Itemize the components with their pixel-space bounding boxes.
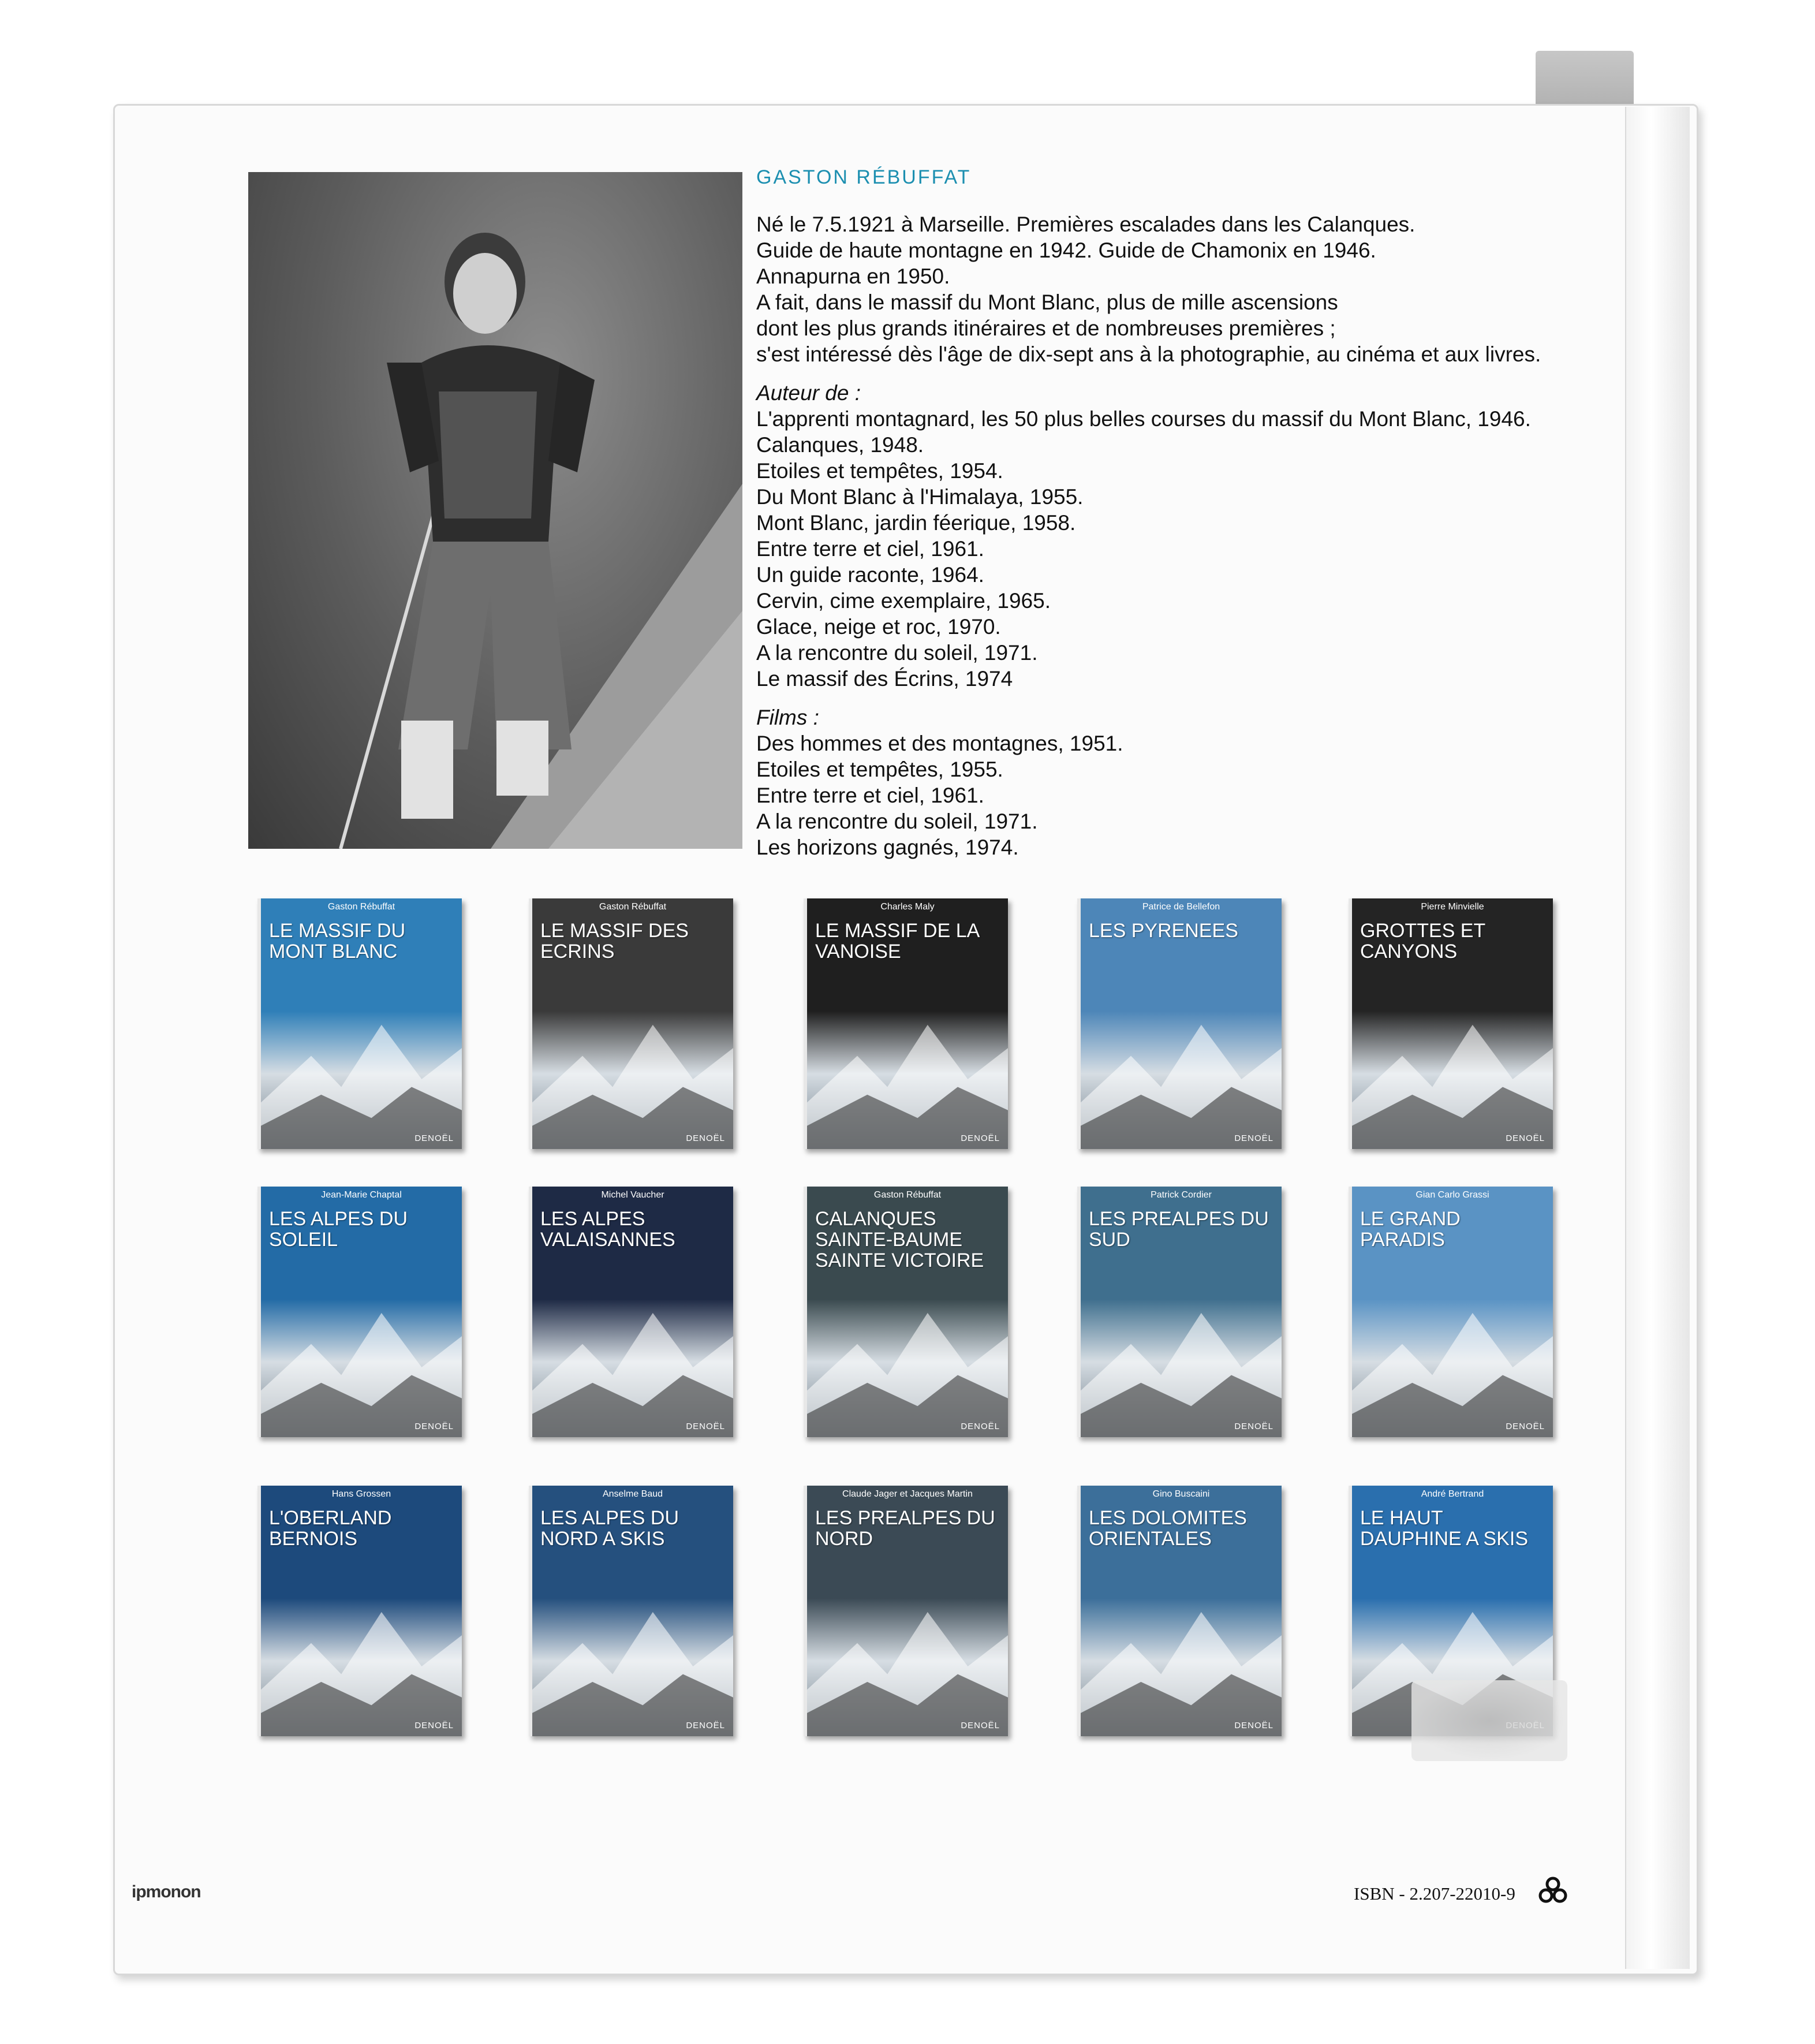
book-cover [1077, 1187, 1282, 1437]
book-author: Pierre Minvielle [1421, 902, 1484, 912]
book-title: LES PREALPES DU SUD [1089, 1208, 1269, 1251]
book-publisher: DENOËL [414, 1721, 454, 1730]
book-cover [257, 898, 462, 1149]
works-item: Mont Blanc, jardin féerique, 1958. [756, 511, 1076, 535]
book-title: LE MASSIF DU MONT BLANC [269, 920, 406, 963]
price-sticker-residue [1411, 1680, 1567, 1761]
films-item: Entre terre et ciel, 1961. [756, 784, 984, 807]
mountain-illustration [261, 1282, 462, 1437]
book-title: LES ALPES DU SOLEIL [269, 1208, 408, 1251]
mountain-illustration [807, 1581, 1008, 1736]
works-item: Entre terre et ciel, 1961. [756, 537, 984, 561]
book-cover [1077, 898, 1282, 1149]
book-publisher: DENOËL [961, 1422, 1000, 1431]
bio-line: Né le 7.5.1921 à Marseille. Premières escalades dans les Calanques. [756, 212, 1416, 236]
book-author: André Bertrand [1421, 1489, 1484, 1499]
films-item: Les horizons gagnés, 1974. [756, 835, 1019, 859]
book-author: Patrice de Bellefon [1142, 902, 1220, 912]
book-author: Gaston Rébuffat [327, 902, 395, 912]
films-heading: Films : [756, 706, 819, 729]
book-cover [257, 1486, 462, 1736]
book-author: Charles Maly [880, 902, 935, 912]
book-publisher: DENOËL [1234, 1422, 1274, 1431]
book-title: LES DOLOMITES ORIENTALES [1089, 1507, 1247, 1550]
book-publisher: DENOËL [686, 1133, 725, 1143]
book-cover [1349, 1187, 1553, 1437]
book-publisher: DENOËL [961, 1721, 1000, 1730]
book-cover [529, 898, 733, 1149]
book-cover [804, 1486, 1008, 1736]
book-author: Claude Jager et Jacques Martin [842, 1489, 973, 1499]
bio-line: s'est intéressé dès l'âge de dix-sept ans à la photographie, au cinéma et aux livres. [756, 342, 1541, 366]
book-title: L'OBERLAND BERNOIS [269, 1507, 392, 1550]
book-author: Gaston Rébuffat [599, 902, 667, 912]
book-title: LE MASSIF DE LA VANOISE [815, 920, 979, 963]
films-item: Des hommes et des montagnes, 1951. [756, 732, 1123, 755]
book-publisher: DENOËL [1506, 1133, 1545, 1143]
works-item: A la rencontre du soleil, 1971. [756, 641, 1038, 665]
book-cover [1349, 898, 1553, 1149]
works-item: Calanques, 1948. [756, 433, 924, 457]
book-publisher: DENOËL [961, 1133, 1000, 1143]
mountain-illustration [532, 1581, 733, 1736]
book-publisher: DENOËL [686, 1422, 725, 1431]
book-title: LE MASSIF DES ECRINS [540, 920, 689, 963]
book-author: Hans Grossen [331, 1489, 391, 1499]
book-publisher: DENOËL [686, 1721, 725, 1730]
printer-logo: ipmonon [132, 1882, 201, 1901]
book-author: Jean-Marie Chaptal [321, 1190, 402, 1200]
mountain-illustration [807, 994, 1008, 1149]
book-author: Anselme Baud [602, 1489, 663, 1499]
mountain-illustration [1352, 994, 1553, 1149]
works-item: Le massif des Écrins, 1974 [756, 667, 1013, 691]
book-cover [529, 1486, 733, 1736]
works-item: Un guide raconte, 1964. [756, 563, 984, 587]
book-publisher: DENOËL [414, 1133, 454, 1143]
bio-line: Annapurna en 1950. [756, 264, 950, 288]
works-item: Etoiles et tempêtes, 1954. [756, 459, 1003, 483]
book-title: CALANQUES SAINTE-BAUME SAINTE VICTOIRE [815, 1208, 984, 1271]
mountain-illustration [807, 1282, 1008, 1437]
book-cover [257, 1187, 462, 1437]
author-bio [756, 211, 1657, 860]
mountain-illustration [261, 994, 462, 1149]
bio-line: Guide de haute montagne en 1942. Guide de Chamonix en 1946. [756, 238, 1376, 262]
book-cover [804, 898, 1008, 1149]
book-author: Gaston Rébuffat [873, 1190, 942, 1200]
book-title: LES ALPES VALAISANNES [540, 1208, 675, 1251]
mountain-illustration [532, 994, 733, 1149]
book-title: LE HAUT DAUPHINE A SKIS [1360, 1507, 1528, 1550]
works-item: Cervin, cime exemplaire, 1965. [756, 589, 1051, 613]
films-item: A la rencontre du soleil, 1971. [756, 810, 1038, 833]
book-title: LES PYRENEES [1089, 920, 1238, 942]
films-item: Etoiles et tempêtes, 1955. [756, 758, 1003, 781]
mountain-illustration [1352, 1282, 1553, 1437]
works-item: Du Mont Blanc à l'Himalaya, 1955. [756, 485, 1084, 509]
bio-line: dont les plus grands itinéraires et de nombreuses premières ; [756, 316, 1336, 340]
book-title: GROTTES ET CANYONS [1360, 920, 1485, 963]
book-cover [804, 1187, 1008, 1437]
mountain-illustration [261, 1581, 462, 1736]
mountain-illustration [1081, 994, 1282, 1149]
book-publisher: DENOËL [1506, 1422, 1545, 1431]
book-publisher: DENOËL [1234, 1721, 1274, 1730]
mountain-illustration [1081, 1581, 1282, 1736]
isbn: ISBN - 2.207-22010-9 [1354, 1883, 1515, 1904]
book-author: Gino Buscaini [1152, 1489, 1210, 1499]
book-title: LES ALPES DU NORD A SKIS [540, 1507, 679, 1550]
book-publisher: DENOËL [1234, 1133, 1274, 1143]
works-item: Glace, neige et roc, 1970. [756, 615, 1001, 639]
book-cover [529, 1187, 733, 1437]
book-title: LES PREALPES DU NORD [815, 1507, 995, 1550]
author-name: GASTON RÉBUFFAT [756, 166, 972, 188]
book-author: Michel Vaucher [601, 1190, 664, 1200]
book-publisher: DENOËL [414, 1422, 454, 1431]
works-item: L'apprenti montagnard, les 50 plus belles courses du massif du Mont Blanc, 1946. [756, 407, 1531, 431]
book-author: Patrick Cordier [1151, 1190, 1212, 1200]
book-cover [1077, 1486, 1282, 1736]
mountain-illustration [1081, 1282, 1282, 1437]
book-author: Gian Carlo Grassi [1416, 1190, 1489, 1200]
works-heading: Auteur de : [756, 381, 861, 405]
author-photo [248, 172, 742, 849]
mountain-illustration [532, 1282, 733, 1437]
publisher-mark-icon [1536, 1874, 1570, 1908]
book-title: LE GRAND PARADIS [1360, 1208, 1461, 1251]
bio-line: A fait, dans le massif du Mont Blanc, plus de mille ascensions [756, 290, 1338, 314]
